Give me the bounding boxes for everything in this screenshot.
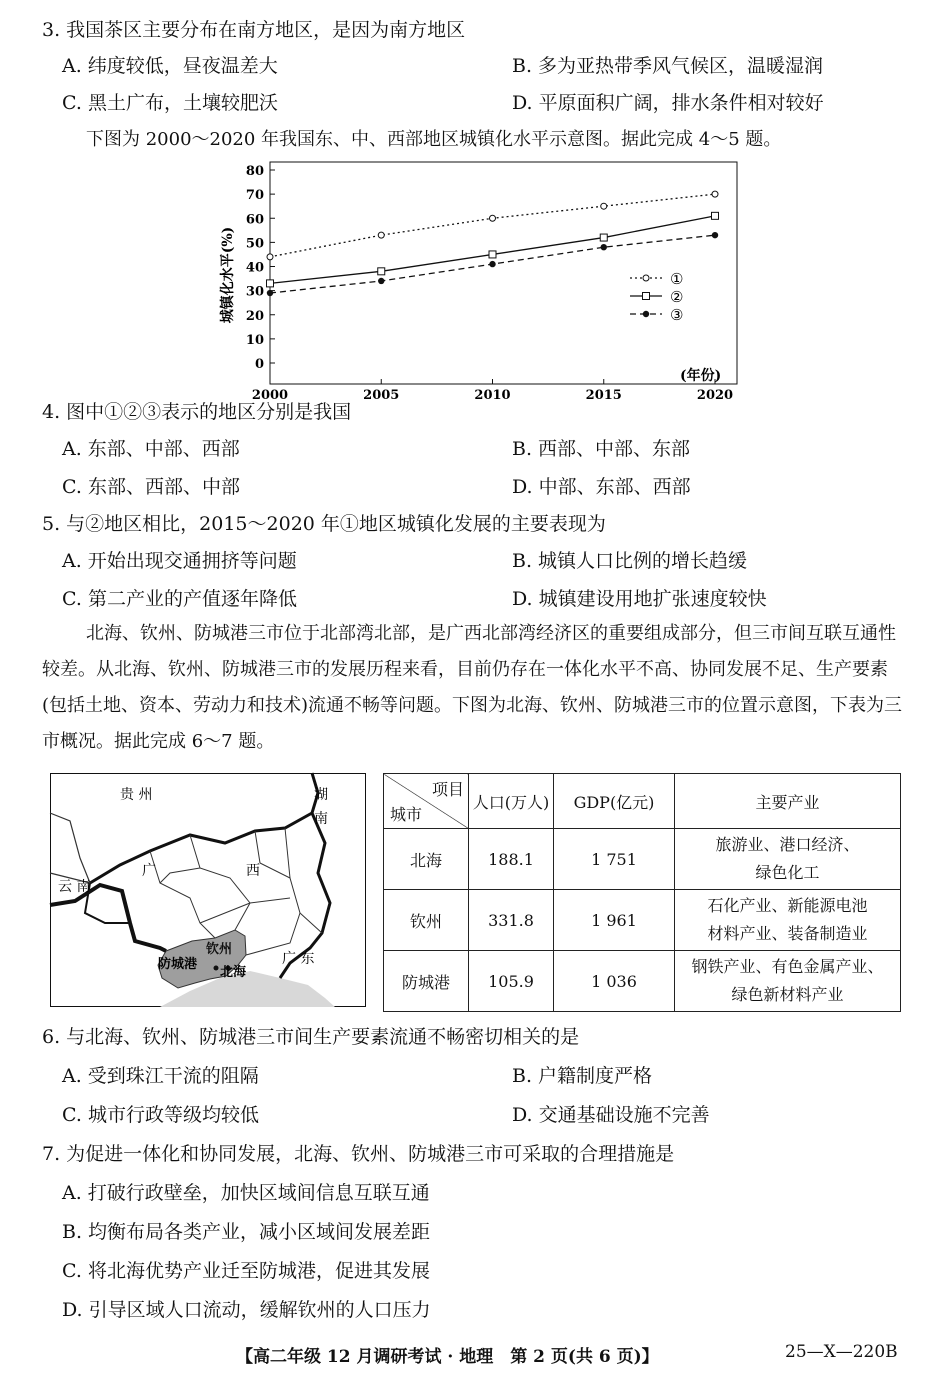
q5-option-b: B. 城镇人口比例的增长趋缓 — [512, 550, 748, 572]
label-guizhou: 贵 州 — [120, 787, 153, 803]
chart-frame — [270, 162, 737, 384]
corner-bottom-label: 城市 — [390, 805, 423, 824]
legend-marker-3 — [643, 311, 649, 317]
q4-option-b: B. 西部、中部、东部 — [512, 438, 691, 460]
series-2-point — [378, 268, 385, 275]
series-3-point — [267, 290, 273, 296]
footer-code: 25—X—220B — [785, 1342, 898, 1362]
label-guangdong: 广 东 — [282, 951, 315, 967]
series-2-point — [712, 212, 719, 219]
y-tick-label: 10 — [245, 332, 264, 348]
cell-gdp: 1 751 — [554, 829, 675, 890]
q6-option-d: D. 交通基础设施不完善 — [512, 1104, 710, 1126]
q5-stem: 5. 与②地区相比，2015～2020 年①地区城镇化发展的主要表现为 — [42, 513, 606, 535]
series-1-point — [267, 254, 273, 260]
series-2-point — [600, 234, 607, 241]
intro-4-5: 下图为 2000～2020 年我国东、中、西部地区城镇化水平示意图。据此完成 4～5 题。 — [86, 129, 782, 150]
corner-top-label: 项目 — [431, 780, 464, 799]
series-2-point — [267, 280, 274, 287]
legend-marker-1 — [643, 275, 649, 281]
table-header-row — [384, 774, 901, 829]
q3-option-c: C. 黑土广布，土壤较肥沃 — [62, 92, 278, 114]
series-2-point — [489, 251, 496, 258]
header-gdp: GDP(亿元) — [554, 774, 675, 829]
cell-population: 331.8 — [469, 890, 554, 951]
header-population: 人口(万人) — [469, 774, 554, 829]
table-row — [384, 951, 901, 1012]
y-tick-label: 40 — [245, 260, 264, 276]
chart-x-axis-label: (年份) — [680, 368, 722, 384]
label-hunan-2: 南 — [314, 811, 328, 827]
legend-label-3: ③ — [670, 306, 684, 324]
series-3-point — [378, 278, 384, 284]
q6-option-a: A. 受到珠江干流的阻隔 — [62, 1065, 259, 1087]
x-tick-label: 2015 — [585, 388, 622, 403]
fangchenggang-dot — [214, 966, 219, 971]
footer-title: 【高二年级 12 月调研考试 · 地理 第 2 页(共 6 页)】 — [236, 1347, 659, 1367]
q7-stem: 7. 为促进一体化和协同发展，北海、钦州、防城港三市可采取的合理措施是 — [42, 1143, 675, 1165]
three-cities-table — [383, 773, 901, 1012]
cell-city: 钦州 — [384, 890, 469, 951]
q3-option-d: D. 平原面积广阔，排水条件相对较好 — [512, 92, 824, 114]
series-1-point — [601, 203, 607, 209]
table-row — [384, 829, 901, 890]
chart-y-axis-label: 城镇化水平(%) — [220, 226, 236, 324]
q6-option-c: C. 城市行政等级均较低 — [62, 1104, 259, 1126]
cell-industry: 旅游业、港口经济、 绿色化工 — [675, 829, 901, 890]
series-1-point — [378, 232, 384, 238]
cell-gdp: 1 961 — [554, 890, 675, 951]
header-industry: 主要产业 — [675, 774, 901, 829]
q4-stem: 4. 图中①②③表示的地区分别是我国 — [42, 401, 352, 423]
cell-population: 105.9 — [469, 951, 554, 1012]
q4-option-d: D. 中部、东部、西部 — [512, 476, 691, 498]
legend-marker-2 — [643, 293, 650, 300]
series-line-1 — [270, 194, 715, 257]
label-beihai: 北海 — [220, 965, 247, 980]
y-tick-label: 60 — [245, 212, 264, 228]
cell-gdp: 1 036 — [554, 951, 675, 1012]
x-tick-label: 2020 — [696, 388, 734, 403]
q6-stem: 6. 与北海、钦州、防城港三市间生产要素流通不畅密切相关的是 — [42, 1026, 580, 1048]
q3-option-b: B. 多为亚热带季风气候区，温暖湿润 — [512, 55, 824, 77]
y-tick-label: 70 — [245, 188, 264, 204]
x-tick-label: 2005 — [363, 388, 400, 403]
urbanization-line-chart — [212, 160, 737, 403]
cell-industry: 石化产业、新能源电池 材料产业、装备制造业 — [675, 890, 901, 951]
y-tick-label: 80 — [245, 164, 264, 179]
legend-label-1: ① — [670, 270, 684, 288]
legend-label-2: ② — [670, 288, 684, 306]
location-map — [50, 773, 366, 1007]
y-tick-label: 20 — [245, 308, 264, 324]
y-tick-label: 30 — [245, 284, 264, 300]
cell-city: 防城港 — [384, 951, 469, 1012]
q5-option-a: A. 开始出现交通拥挤等问题 — [62, 550, 297, 572]
q5-option-d: D. 城镇建设用地扩张速度较快 — [512, 588, 767, 610]
series-3-point — [601, 244, 607, 250]
y-tick-label: 50 — [245, 236, 264, 252]
label-qinzhou: 钦州 — [206, 942, 233, 957]
label-guang: 广 — [142, 863, 156, 879]
y-tick-label: 0 — [254, 357, 264, 372]
label-xi: 西 — [246, 863, 260, 879]
x-tick-label: 2000 — [251, 388, 289, 403]
series-1-point — [712, 191, 718, 197]
q5-option-c: C. 第二产业的产值逐年降低 — [62, 588, 297, 610]
q7-option-c: C. 将北海优势产业迁至防城港，促进其发展 — [62, 1260, 430, 1282]
label-hunan-1: 湖 — [314, 787, 328, 803]
series-3-point — [489, 261, 495, 267]
x-tick-label: 2010 — [474, 388, 511, 403]
q6-option-b: B. 户籍制度严格 — [512, 1065, 653, 1087]
cell-industry: 钢铁产业、有色金属产业、 绿色新材料产业 — [675, 951, 901, 1012]
q7-option-d: D. 引导区域人口流动，缓解钦州的人口压力 — [62, 1299, 431, 1321]
label-fangchenggang: 防城港 — [158, 957, 198, 972]
label-yunnan: 云 南 — [58, 879, 91, 895]
series-1-point — [490, 215, 496, 221]
intro-6-7: 北海、钦州、防城港三市位于北部湾北部，是广西北部湾经济区的重要组成部分，但三市间互联互通性较差。从北海、钦州、防城港三市的发展历程来看，目前仍存在一体化水平不高、协同发展不足、生产要素(包括土地、资本、劳动力和技术)流通不畅等问题。下图为北海、钦州、防城港三市的位置示意图，下表为三市概况。据此完成 6～7 题。 — [42, 623, 903, 752]
table-corner — [384, 774, 469, 829]
table-row — [384, 890, 901, 951]
q4-option-c: C. 东部、西部、中部 — [62, 476, 240, 498]
series-3-point — [712, 232, 718, 238]
q3-stem: 3. 我国茶区主要分布在南方地区，是因为南方地区 — [42, 19, 466, 41]
cell-population: 188.1 — [469, 829, 554, 890]
q4-option-a: A. 东部、中部、西部 — [62, 438, 240, 460]
series-line-2 — [270, 216, 715, 284]
q3-option-a: A. 纬度较低，昼夜温差大 — [62, 55, 278, 77]
q7-option-b: B. 均衡布局各类产业，减小区域间发展差距 — [62, 1221, 431, 1243]
q7-option-a: A. 打破行政壁垒，加快区域间信息互联互通 — [62, 1182, 430, 1204]
cell-city: 北海 — [384, 829, 469, 890]
